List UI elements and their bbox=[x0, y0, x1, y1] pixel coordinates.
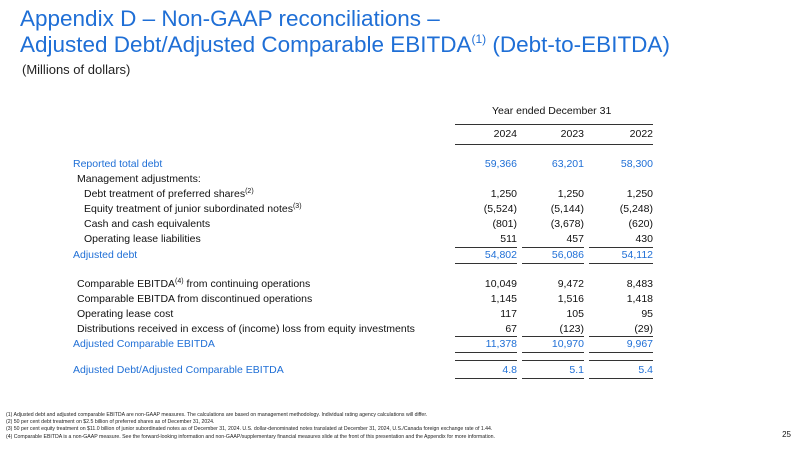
row-label: Comparable EBITDA$^{(4)}$ from continuing operations bbox=[77, 278, 311, 290]
row-distributions-equity-investments bbox=[0, 322, 800, 337]
period-header-rule bbox=[455, 124, 653, 125]
row-label: Reported total debt bbox=[73, 158, 163, 170]
footnote-2: (2) 50 per cent debt treatment on $2.5 billion of preferred shares as of December 31, 2024. bbox=[6, 419, 215, 426]
units-subtitle: (Millions of dollars) bbox=[22, 62, 131, 77]
row-label: Debt treatment of preferred shares$^{(2)}$ bbox=[84, 188, 254, 200]
title-line-2 bbox=[20, 32, 670, 58]
row-equity-treatment-junior bbox=[0, 202, 800, 217]
row-label: Adjusted Comparable EBITDA bbox=[73, 338, 215, 350]
year-header-2024: 2024 bbox=[493, 128, 517, 140]
page-title bbox=[20, 6, 670, 58]
row-operating-lease-liabilities bbox=[0, 232, 800, 247]
row-management-adjustments bbox=[0, 172, 800, 187]
row-adjusted-comparable-ebitda bbox=[0, 337, 800, 352]
row-label: Adjusted Debt/Adjusted Comparable EBITDA bbox=[73, 364, 284, 376]
footnotes bbox=[6, 412, 495, 441]
footnote-3: (3) 50 per cent equity treatment on $11.0 billion of junior subordinated notes as of December 31, 2024. U.S. dollar-denominated notes translated at December 31, 2024, U.S./Canada foreign exchange rate of 1.44. bbox=[6, 426, 493, 433]
footnote-ref: (3) bbox=[292, 203, 302, 210]
value-2022: 5.4 bbox=[638, 364, 653, 376]
year-header-2022: 2022 bbox=[629, 128, 653, 140]
row-label: Cash and cash equivalents bbox=[84, 218, 211, 230]
total-rule-2024 bbox=[455, 263, 517, 264]
value-2022: 1,250 bbox=[626, 188, 653, 200]
year-header-2023: 2023 bbox=[560, 128, 584, 140]
value-2023: 105 bbox=[566, 308, 584, 320]
row-label: Distributions received in excess of (income) loss from equity investments bbox=[77, 323, 415, 335]
value-2023: 5.1 bbox=[569, 364, 584, 376]
total-rule-2022 bbox=[589, 263, 653, 264]
value-2023: (3,678) bbox=[550, 218, 584, 230]
total-rule-2024 bbox=[455, 352, 517, 353]
title-line-2-main: Adjusted Debt/Adjusted Comparable EBITDA bbox=[20, 32, 472, 57]
value-2024: 1,145 bbox=[490, 293, 517, 305]
value-2022: 9,967 bbox=[626, 338, 653, 350]
row-adjusted-debt bbox=[0, 248, 800, 263]
value-2024: 117 bbox=[500, 308, 517, 320]
value-2023: 63,201 bbox=[551, 158, 584, 170]
value-2023: (5,144) bbox=[550, 203, 584, 215]
footnote-ref: (4) bbox=[175, 278, 184, 285]
value-2022: (29) bbox=[634, 323, 653, 335]
row-label: Adjusted debt bbox=[73, 249, 138, 261]
row-debt-to-ebitda-ratio bbox=[0, 363, 800, 378]
total-rule-2023 bbox=[522, 352, 584, 353]
footnote-4: (4) Comparable EBITDA is a non-GAAP measure. See the forward-looking information and non-GAAP/supplementary financial measures slide at the front of this presentation and the Appendix for more information. bbox=[6, 433, 495, 440]
title-line-2-tail: (Debt-to-EBITDA) bbox=[486, 32, 670, 57]
value-2024: 59,366 bbox=[484, 158, 517, 170]
row-label: Operating lease liabilities bbox=[84, 233, 201, 245]
footnote-1: (1) Adjusted debt and adjusted comparable EBITDA are non-GAAP measures. The calculations are based on management methodology. Individual rating agency calculations will differ. bbox=[6, 412, 428, 418]
value-2024: 11,378 bbox=[485, 338, 517, 350]
value-2023: 56,086 bbox=[551, 249, 584, 261]
value-2022: 95 bbox=[641, 308, 653, 320]
value-2022: (620) bbox=[628, 218, 653, 230]
row-operating-lease-cost bbox=[0, 307, 800, 322]
row-comparable-ebitda-discontinued bbox=[0, 292, 800, 307]
row-label: Comparable EBITDA from discontinued operations bbox=[77, 293, 313, 305]
row-comparable-ebitda-continuing bbox=[0, 277, 800, 292]
value-2024: 67 bbox=[505, 323, 517, 335]
row-label: Operating lease cost bbox=[77, 308, 174, 320]
value-2023: (123) bbox=[559, 323, 584, 335]
total-rule-2022 bbox=[589, 352, 653, 353]
ratio-top-rule-2022 bbox=[589, 360, 653, 361]
ratio-bottom-rule-2023 bbox=[522, 378, 584, 379]
ratio-top-rule-2024 bbox=[455, 360, 517, 361]
ratio-bottom-rule-2024 bbox=[455, 378, 517, 379]
year-header-rule bbox=[455, 144, 653, 145]
value-2022: 58,300 bbox=[620, 158, 653, 170]
title-footnote-ref: (1) bbox=[471, 32, 487, 46]
ratio-top-rule-2023 bbox=[522, 360, 584, 361]
page-number: 25 bbox=[782, 430, 791, 439]
value-2024: 511 bbox=[500, 233, 517, 245]
value-2022: 430 bbox=[635, 233, 653, 245]
value-2022: 54,112 bbox=[621, 249, 653, 261]
value-2024: 10,049 bbox=[484, 278, 517, 290]
value-2023: 1,516 bbox=[557, 293, 584, 305]
period-header: Year ended December 31 bbox=[492, 105, 612, 117]
value-2024: (801) bbox=[492, 218, 517, 230]
value-2024: 54,802 bbox=[484, 249, 517, 261]
value-2023: 457 bbox=[566, 233, 584, 245]
value-2024: 1,250 bbox=[490, 188, 517, 200]
value-2023: 10,970 bbox=[551, 338, 584, 350]
value-2023: 9,472 bbox=[557, 278, 584, 290]
value-2022: (5,248) bbox=[619, 203, 653, 215]
ratio-bottom-rule-2022 bbox=[589, 378, 653, 379]
value-2022: 8,483 bbox=[626, 278, 653, 290]
value-2022: 1,418 bbox=[626, 293, 653, 305]
row-label: Management adjustments: bbox=[77, 173, 201, 185]
title-line-1: Appendix D – Non-GAAP reconciliations – bbox=[20, 6, 440, 31]
value-2024: 4.8 bbox=[502, 364, 517, 376]
value-2024: (5,524) bbox=[483, 203, 517, 215]
row-cash-equivalents bbox=[0, 217, 800, 232]
footnote-ref: (2) bbox=[245, 188, 254, 195]
row-reported-total-debt bbox=[0, 157, 800, 172]
row-debt-treatment-preferred bbox=[0, 187, 800, 202]
value-2023: 1,250 bbox=[557, 188, 584, 200]
row-label: Equity treatment of junior subordinated notes$^{(3)}$ bbox=[84, 203, 302, 215]
total-rule-2023 bbox=[522, 263, 584, 264]
